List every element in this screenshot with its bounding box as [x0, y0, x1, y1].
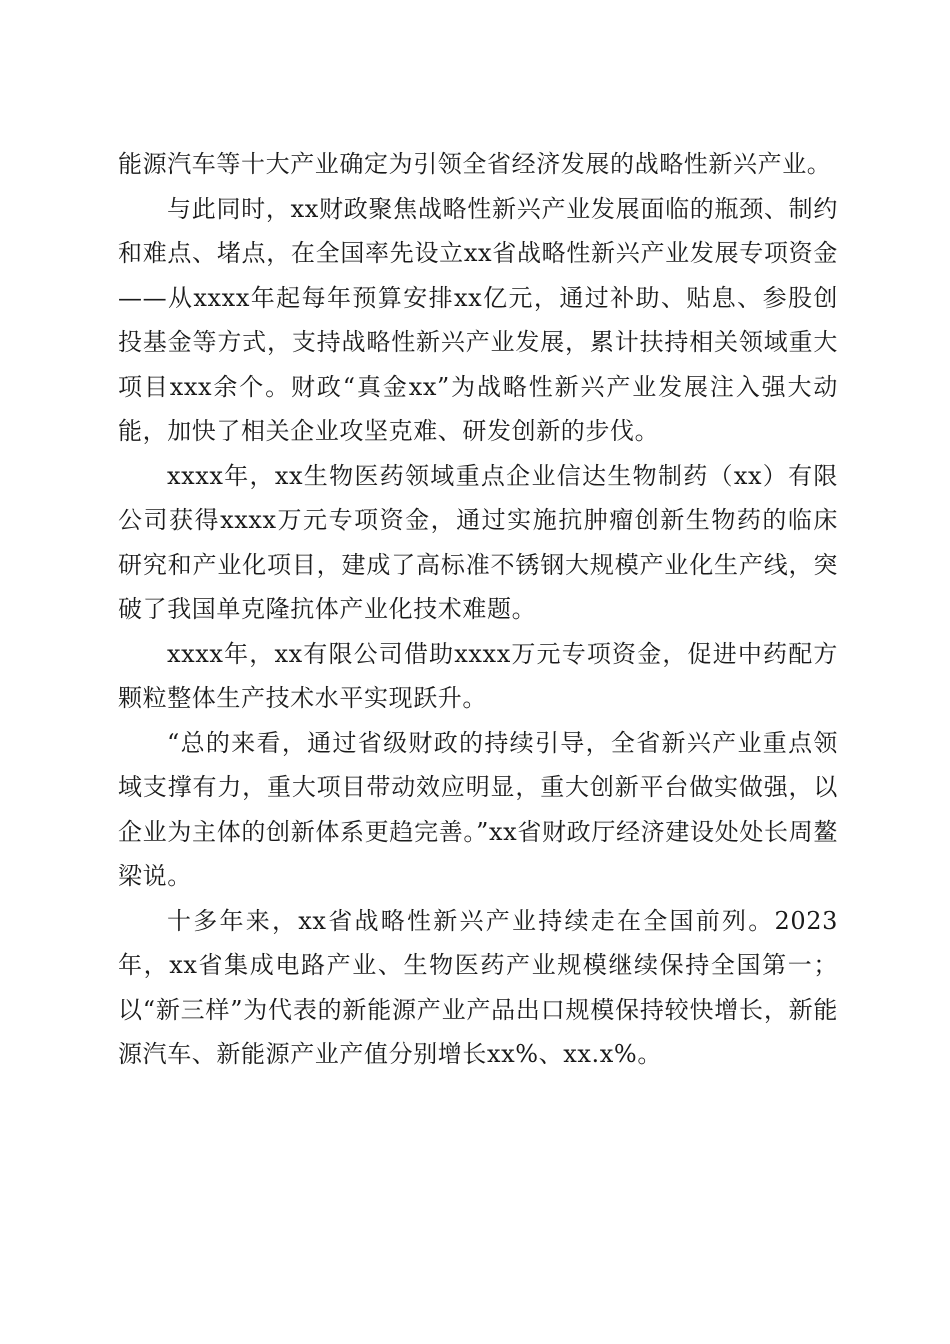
- paragraph-tcm-case: xxxx年，xx有限公司借助xxxx万元专项资金，促进中药配方颗粒整体生产技术水平实现跃升。: [118, 639, 838, 712]
- paragraph-industry-summary: 十多年来，xx省战略性新兴产业持续走在全国前列。2023年，xx省集成电路产业、生物医药产业规模继续保持全国第一；以“新三样”为代表的新能源产业产品出口规模保持较快增长，新能源汽车、新能源产业产值分别增长xx%、xx.x%。: [118, 906, 838, 1068]
- paragraph-special-fund: 与此同时，xx财政聚焦战略性新兴产业发展面临的瓶颈、制约和难点、堵点，在全国率先设立xx省战略性新兴产业发展专项资金——从xxxx年起每年预算安排xx亿元，通过补助、贴息、参股创投基金等方式，支持战略性新兴产业发展，累计扶持相关领域重大项目xxx余个。财政“真金xx”为战略性新兴产业发展注入强大动能，加快了相关企业攻坚克难、研发创新的步伐。: [118, 194, 838, 445]
- document-body: [118, 142, 838, 1077]
- paragraph-biopharma-case: xxxx年，xx生物医药领域重点企业信达生物制药（xx）有限公司获得xxxx万元专项资金，通过实施抗肿瘤创新生物药的临床研究和产业化项目，建成了高标准不锈钢大规模产业化生产线，突破了我国单克隆抗体产业化技术难题。: [118, 461, 838, 623]
- paragraph-continuation: 能源汽车等十大产业确定为引领全省经济发展的战略性新兴产业。: [118, 150, 832, 178]
- paragraph-official-quote: “总的来看，通过省级财政的持续引导，全省新兴产业重点领域支撑有力，重大项目带动效应明显，重大创新平台做实做强，以企业为主体的创新体系更趋完善。”xx省财政厅经济建设处处长周鳌梁说。: [118, 728, 838, 890]
